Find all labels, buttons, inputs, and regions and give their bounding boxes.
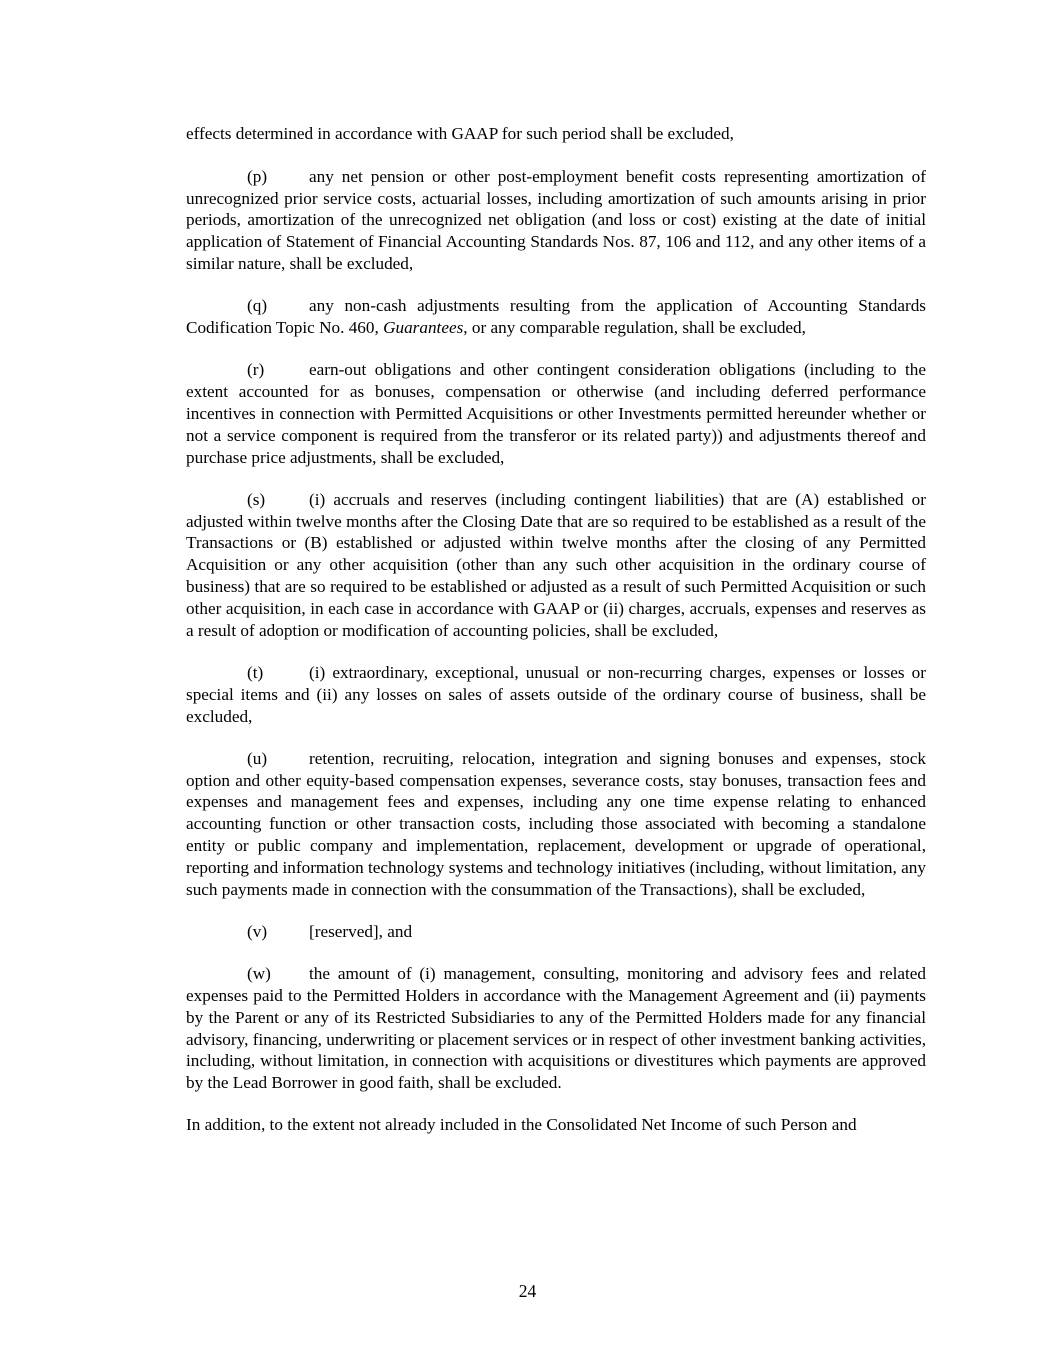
clause-label: (s) [247,489,266,509]
clause-text: any net pension or other post-employment benefit costs representing amortization of unrecognized prior service costs, actuarial losses, including amortization of such amounts arising in prior periods, amortization of the unrecognized net obligation (and loss or cost) existing at the date of initial application of Statement of Financial Accounting Standards Nos. 87, 106 and 112, and any other items of a similar nature, shall be excluded, [186,166,926,273]
clause-text: the amount of (i) management, consulting, monitoring and advisory fees and related expenses paid to the Permitted Holders in accordance with the Management Agreement and (ii) payments by the Parent or any of its Restricted Subsidiaries to any of the Permitted Holders made for any financial advisory, financing, underwriting or placement services or in respect of other investment banking activities, including, without limitation, in connection with acquisitions or divestitures which payments are approved by the Lead Borrower in good faith, shall be excluded. [186,964,926,1093]
clause-p [186,166,926,275]
clause-label: (v) [247,921,268,941]
clause-label: (w) [247,964,271,984]
clause-text: (i) accruals and reserves (including contingent liabilities) that are (A) established or adjusted within twelve months after the Closing Date that are so required to be established as a result of the Transactions or (B) established or adjusted within twelve months after the closing of any Permitted Acquisition or any other acquisition (other than any such other acquisition in the ordinary course of business) that are so required to be established or adjusted as a result of such Permitted Acquisition or such other acquisition, in each case in accordance with GAAP or (ii) charges, accruals, expenses and reserves as a result of adoption or modification of accounting policies, shall be excluded, [186,489,926,640]
clause-t [186,662,926,727]
clause-s [186,489,926,642]
clause-label: (r) [247,360,265,380]
clause-text: [reserved], and [309,921,413,941]
clause-q [186,295,926,339]
clause-u [186,748,926,901]
clause-text: , or any comparable regulation, shall be excluded, [463,318,806,338]
clause-label: (q) [247,296,268,316]
opening-paragraph: effects determined in accordance with GAAP for such period shall be excluded, [186,124,734,143]
clause-r [186,359,926,468]
clause-v [186,921,926,943]
clause-label: (u) [247,748,268,768]
clause-text: any non-cash adjustments resulting from the application of Accounting Standards Codification Topic No. 460, [186,296,926,338]
clause-text-italic: Guarantees [383,318,464,338]
clause-label: (t) [247,662,264,682]
clause-label: (p) [247,166,268,186]
clause-text: retention, recruiting, relocation, integration and signing bonuses and expenses, stock option and other equity-based compensation expenses, severance costs, stay bonuses, transaction fees and expenses and management fees and expenses, including any one time expense relating to enhanced accounting function or other transaction costs, including those associated with becoming a standalone entity or public company and implementation, replacement, development or upgrade of operational, reporting and information technology systems and technology initiatives (including, without limitation, any such payments made in connection with the consummation of the Transactions), shall be excluded, [186,748,926,899]
closing-paragraph: In addition, to the extent not already included in the Consolidated Net Income of such Person and [186,1115,857,1135]
clause-text: (i) extraordinary, exceptional, unusual or non-recurring charges, expenses or losses or special items and (ii) any losses on sales of assets outside of the ordinary course of business, shall be excluded, [186,662,926,726]
page-number: 24 [518,1281,537,1301]
clause-w [186,963,926,1094]
document-page [186,123,926,1157]
clause-text: earn-out obligations and other contingent consideration obligations (including to the extent accounted for as bonuses, compensation or otherwise (and including deferred performance incentives in connection with Permitted Acquisitions or other Investments permitted hereunder whether or not a service component is required from the transferor or its related party)) and adjustments thereof and purchase price adjustments, shall be excluded, [186,360,926,467]
